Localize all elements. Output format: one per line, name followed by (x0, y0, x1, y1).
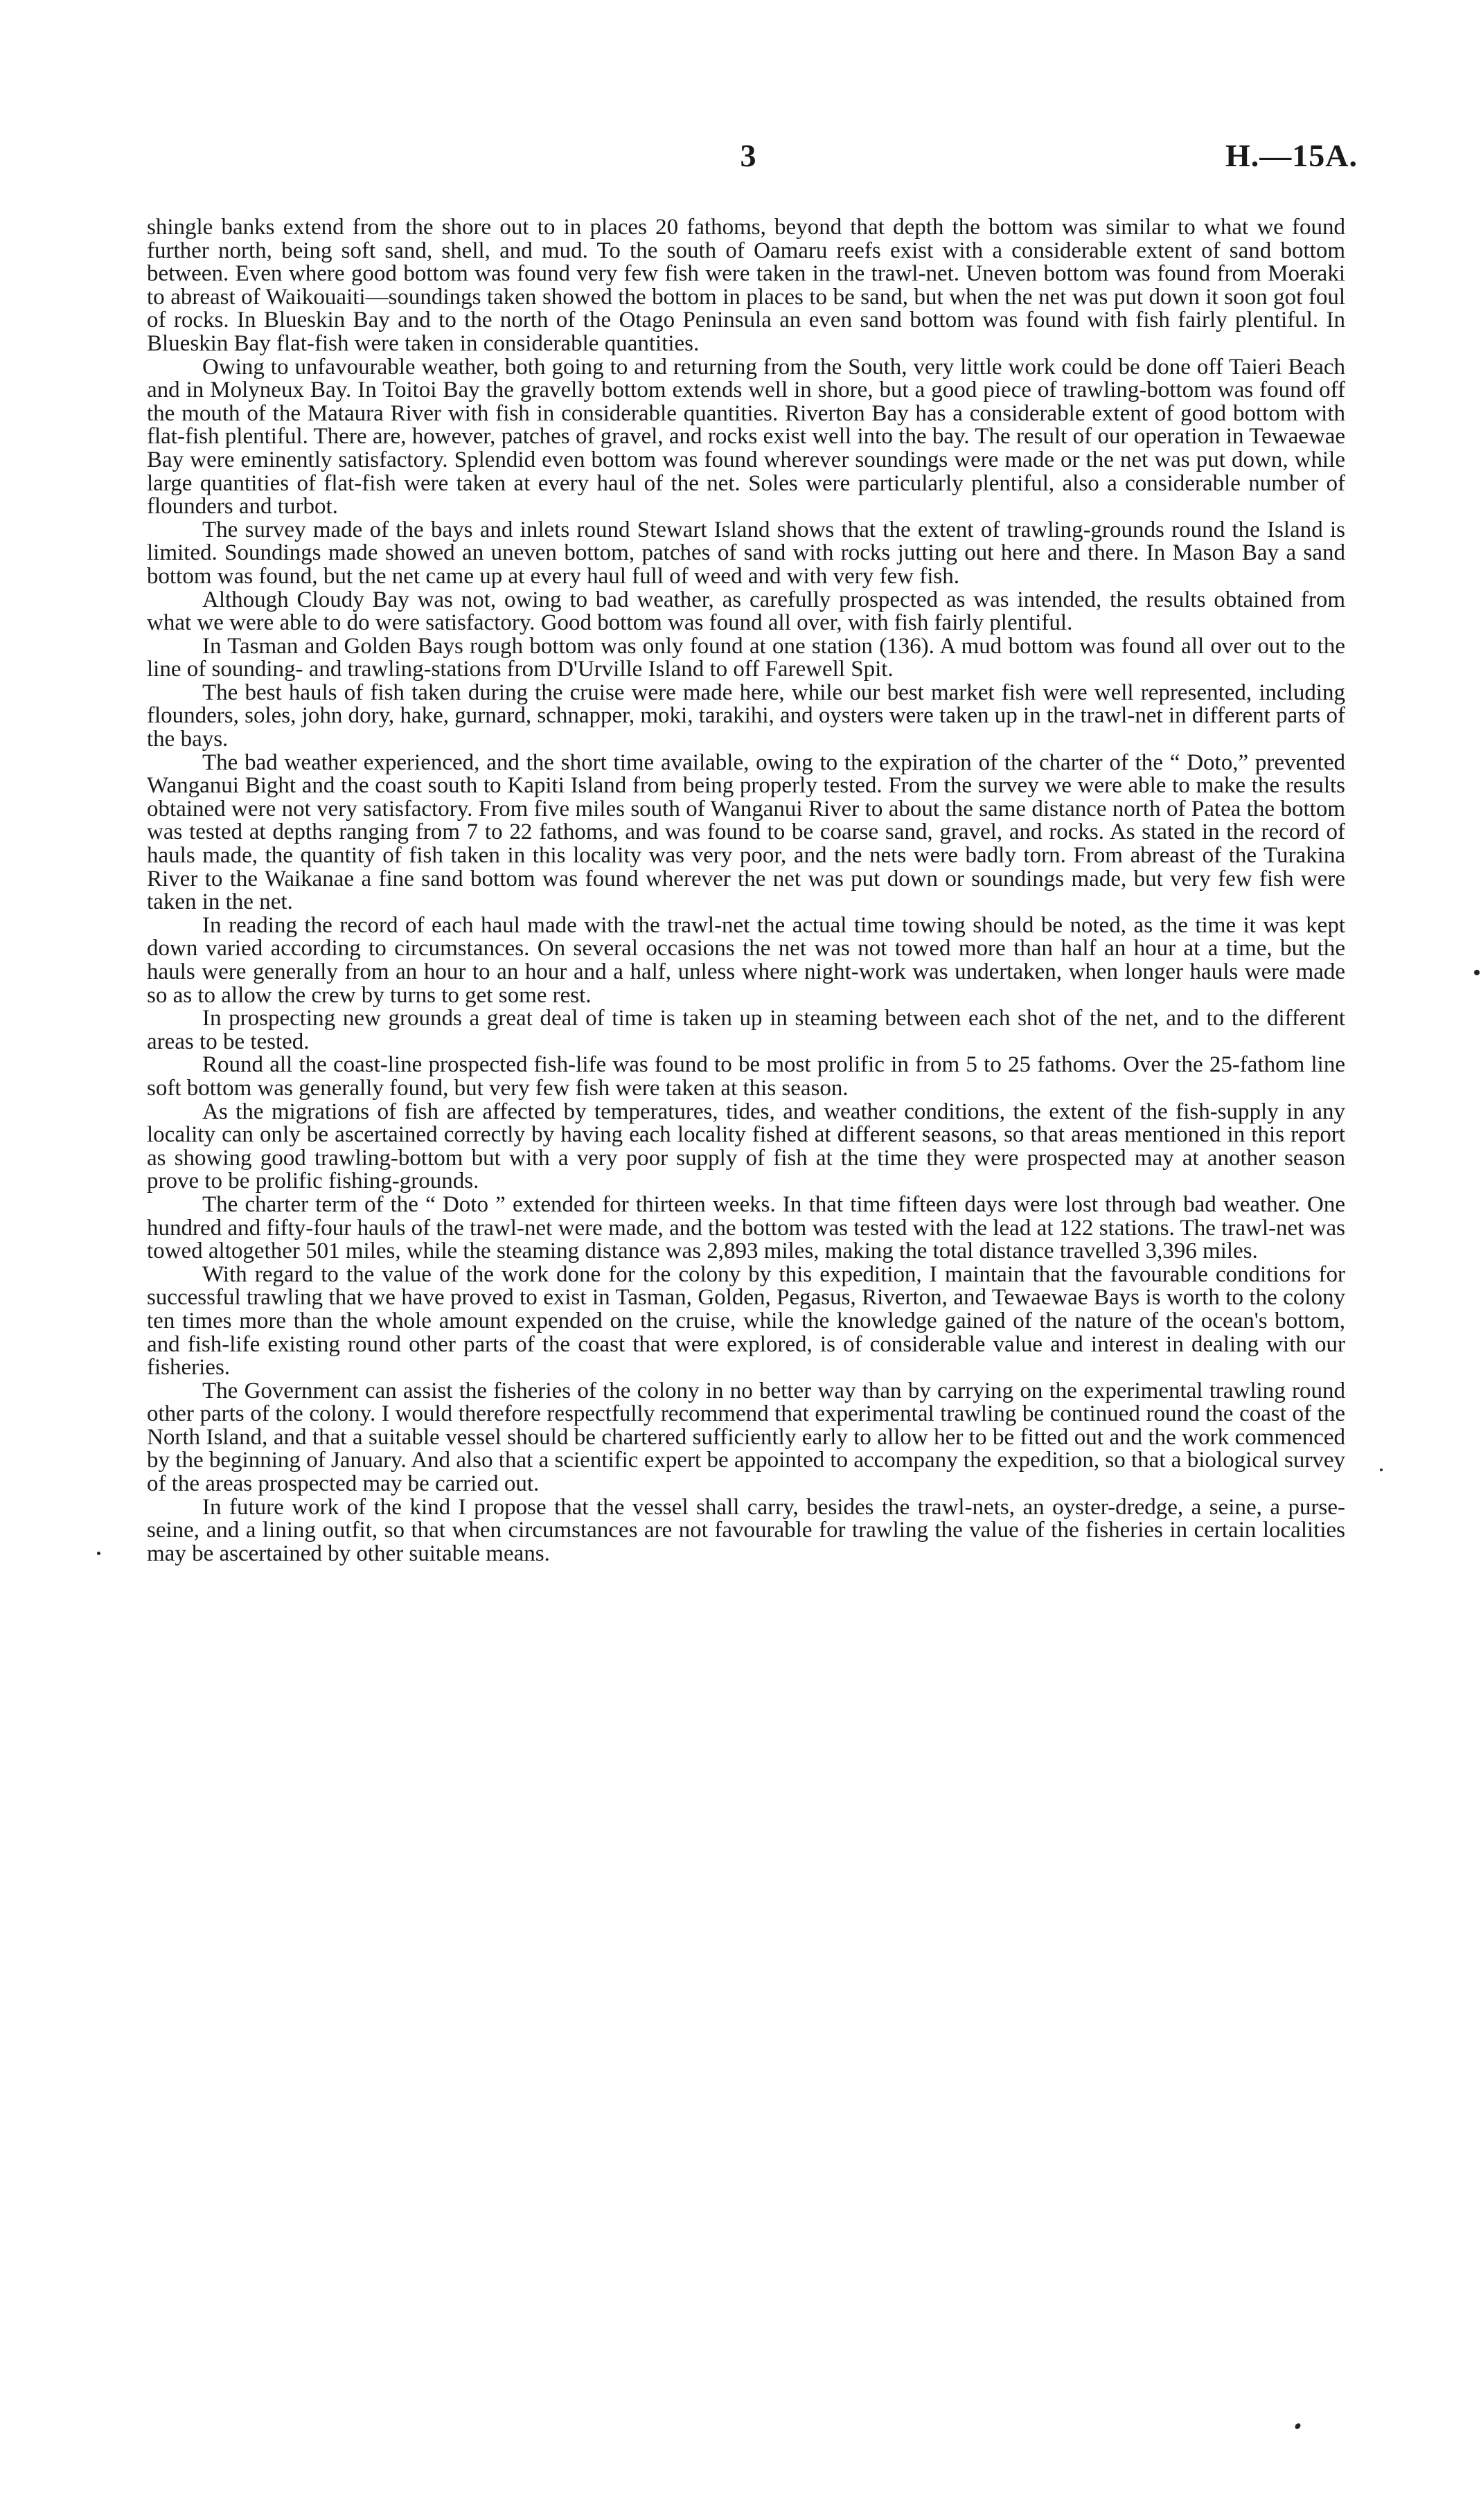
scan-speck (1474, 970, 1480, 975)
paragraph: The Government can assist the fisheries of the colony in no better way than by carrying on the experimental trawling round other parts of the colony. I would therefore respectfully recommend that experimental trawling be continued round the coast of the North Island, and that a suitable vessel should be chartered sufficiently early to allow her to be fitted out and the work commenced by the beginning of January. And also that a scientific expert be appointed to accompany the expedition, so that a biological survey of the areas prospected may be carried out. (147, 1378, 1345, 1497)
paragraph: Owing to unfavourable weather, both going to and returning from the South, very little work could be done off Taieri Beach and in Molyneux Bay. In Toitoi Bay the gravelly bottom extends well in shore, but a good piece of trawling-bottom was found off the mouth of the Mataura River with fish in considerable quantities. Riverton Bay has a considerable extent of good bottom with flat-fish plentiful. There are, however, patches of gravel, and rocks exist well into the bay. The result of our operation in Tewaewae Bay were eminently satisfactory. Splendid even bottom was found wherever soundings were made or the net was put down, while large quantities of flat-fish were taken at every haul of the net. Soles were particularly plentiful, also a considerable number of flounders and turbot. (147, 354, 1345, 520)
paragraph: Although Cloudy Bay was not, owing to bad weather, as carefully prospected as was intended, the results obtained from what we were able to do were satisfactory. Good bottom was found all over, with fish fairly plentiful. (147, 587, 1345, 636)
scan-speck (1294, 2422, 1302, 2430)
paragraph: In future work of the kind I propose that the vessel shall carry, besides the trawl-nets, an oyster-dredge, a seine, a purse-seine, and a lining outfit, so that when circumstances are not favourable for trawling the value of the fisheries in certain localities may be ascertained by other suitable means. (147, 1494, 1345, 1566)
body-text (147, 216, 1345, 1565)
scan-speck (1380, 1468, 1383, 1471)
page-number: 3 (740, 138, 756, 173)
paragraph: In Tasman and Golden Bays rough bottom was only found at one station (136). A mud bottom was found all over out to the line of sounding- and trawling-stations from D'Urville Island to off Farewell Spit. (147, 633, 1345, 682)
paragraph: The survey made of the bays and inlets round Stewart Island shows that the extent of trawling-grounds round the Island is limited. Soundings made showed an uneven bottom, patches of sand with rocks jutting out here and there. In Mason Bay a sand bottom was found, but the net came up at every haul full of weed and with very few fish. (147, 517, 1345, 589)
paragraph: As the migrations of fish are affected by temperatures, tides, and weather conditions, the extent of the fish-supply in any locality can only be ascertained correctly by having each locality fished at different seasons, so that areas mentioned in this report as showing good trawling-bottom but with a very poor supply of fish at the time they were prospected may at another season prove to be prolific fishing-grounds. (147, 1099, 1345, 1194)
paragraph: shingle banks extend from the shore out to in places 20 fathoms, beyond that depth the bottom was similar to what we found further north, being soft sand, shell, and mud. To the south of Oamaru reefs exist with a considerable extent of sand bottom between. Even where good bottom was found very few fish were taken in the trawl-net. Uneven bottom was found from Moeraki to abreast of Waikouaiti—soundings taken showed the bottom in places to be sand, but when the net was put down it soon got foul of rocks. In Blueskin Bay and to the north of the Otago Peninsula an even sand bottom was found with fish fairly plentiful. In Blueskin Bay flat-fish were taken in considerable quantities. (147, 215, 1345, 356)
scan-speck (97, 1552, 100, 1555)
document-reference: H.—15A. (1225, 138, 1358, 173)
paragraph: The best hauls of fish taken during the cruise were made here, while our best market fish were well represented, including flounders, soles, john dory, hake, gurnard, schnapper, moki, tarakihi, and oysters were taken up in the trawl-net in different parts of the bays. (147, 680, 1345, 752)
paragraph: In prospecting new grounds a great deal of time is taken up in steaming between each shot of the net, and to the different areas to be tested. (147, 1006, 1345, 1054)
paragraph: Round all the coast-line prospected fish-life was found to be most prolific in from 5 to 25 fathoms. Over the 25-fathom line soft bottom was generally found, but very few fish were taken at this season. (147, 1052, 1345, 1101)
paragraph: The charter term of the “ Doto ” extended for thirteen weeks. In that time fifteen days were lost through bad weather. One hundred and fifty-four hauls of the trawl-net were made, and the bottom was tested with the lead at 122 stations. The trawl-net was towed altogether 501 miles, while the steaming distance was 2,893 miles, making the total distance travelled 3,396 miles. (147, 1191, 1345, 1264)
paragraph: In reading the record of each haul made with the trawl-net the actual time towing should be noted, as the time it was kept down varied according to circumstances. On several occasions the net was not towed more than half an hour at a time, but the hauls were generally from an hour to an hour and a half, unless where night-work was undertaken, when longer hauls were made so as to allow the crew by turns to get some rest. (147, 912, 1345, 1008)
paragraph: The bad weather experienced, and the short time available, owing to the expiration of the charter of the “ Doto,” prevented Wanganui Bight and the coast south to Kapiti Island from being properly tested. From the survey we were able to make the results obtained were not very satisfactory. From five miles south of Wanganui River to about the same distance north of Patea the bottom was tested at depths ranging from 7 to 22 fathoms, and was found to be coarse sand, gravel, and rocks. As stated in the record of hauls made, the quantity of fish taken in this locality was very poor, and the nets were badly torn. From abreast of the Turakina River to the Waikanae a fine sand bottom was found wherever the net was put down or soundings made, but very few fish were taken in the net. (147, 749, 1345, 915)
paragraph: With regard to the value of the work done for the colony by this expedition, I maintain that the favourable conditions for successful trawling that we have proved to exist in Tasman, Golden, Pegasus, Riverton, and Tewaewae Bays is worth to the colony ten times more than the whole amount expended on the cruise, while the knowledge gained of the nature of the ocean's bottom, and fish-life existing round other parts of the coast that were explored, is of considerable value and interest in dealing with our fisheries. (147, 1261, 1345, 1381)
